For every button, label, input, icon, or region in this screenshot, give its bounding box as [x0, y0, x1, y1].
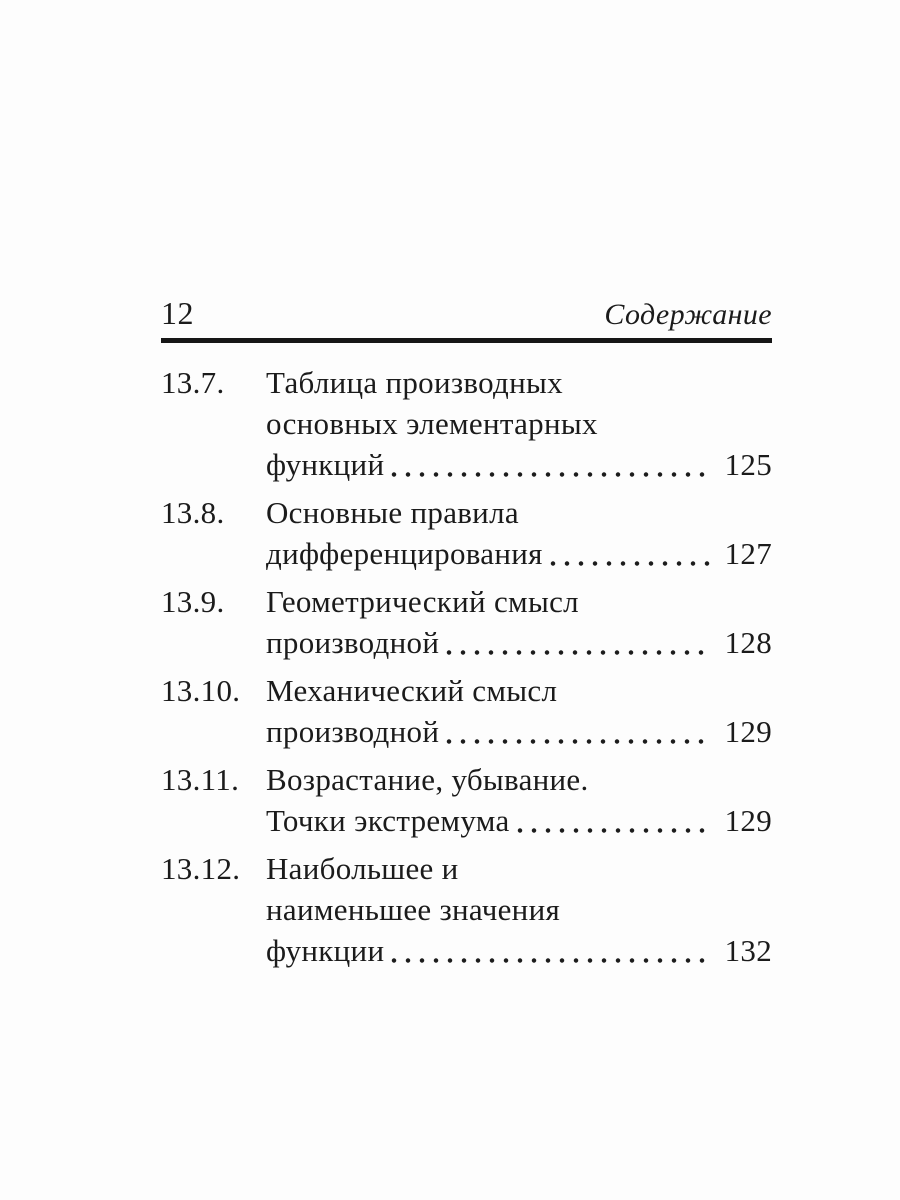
entry-tail-line — [266, 711, 772, 752]
dot-leader — [513, 828, 712, 833]
dot-leader — [387, 958, 711, 963]
entry-title-lastline: дифференцирования — [266, 536, 543, 571]
folio-page-number: 12 — [161, 295, 194, 331]
entry-tail-line — [266, 930, 772, 971]
entry-tail-line — [266, 533, 772, 574]
toc-entry — [161, 492, 772, 574]
toc-entry — [161, 670, 772, 752]
entry-page-ref: 129 — [724, 714, 772, 749]
entry-title-lastline: функции — [266, 933, 385, 968]
toc-entry — [161, 848, 772, 971]
dot-leader — [442, 739, 711, 744]
dot-leader — [442, 650, 711, 655]
entry-title-line: Наибольшее и — [266, 851, 459, 886]
entry-number: 13.12. — [161, 851, 241, 886]
entry-title-line: Механический смысл — [266, 673, 558, 708]
toc-entry — [161, 759, 772, 841]
page-header — [161, 296, 772, 343]
entry-title-lastline: производной — [266, 625, 440, 660]
entry-page-ref: 128 — [724, 625, 772, 660]
table-of-contents — [161, 362, 772, 971]
entry-title-line: основных элементарных — [266, 406, 598, 441]
entry-page-ref: 127 — [724, 536, 772, 571]
entry-page-ref: 129 — [724, 803, 772, 838]
entry-title-lastline: Точки экстремума — [266, 803, 510, 838]
running-header-title: Содержание — [604, 298, 772, 331]
entry-title-line: Возрастание, убывание. — [266, 762, 589, 797]
entry-title-lastline: функций — [266, 447, 385, 482]
entry-page-ref: 132 — [724, 933, 772, 968]
toc-entry — [161, 581, 772, 663]
entry-number: 13.9. — [161, 584, 225, 619]
toc-entry — [161, 362, 772, 485]
dot-leader — [387, 472, 711, 477]
entry-title-lastline: производной — [266, 714, 440, 749]
entry-title-line: наименьшее значения — [266, 892, 561, 927]
entry-title-line: Основные правила — [266, 495, 519, 530]
dot-leader — [546, 561, 712, 566]
entry-number: 13.7. — [161, 365, 225, 400]
entry-number: 13.11. — [161, 762, 240, 797]
entry-tail-line — [266, 800, 772, 841]
entry-number: 13.10. — [161, 673, 241, 708]
entry-number: 13.8. — [161, 495, 225, 530]
entry-title-line: Таблица производных — [266, 365, 563, 400]
entry-title-line: Геометрический смысл — [266, 584, 579, 619]
entry-tail-line — [266, 622, 772, 663]
entry-page-ref: 125 — [724, 447, 772, 482]
entry-tail-line — [266, 444, 772, 485]
